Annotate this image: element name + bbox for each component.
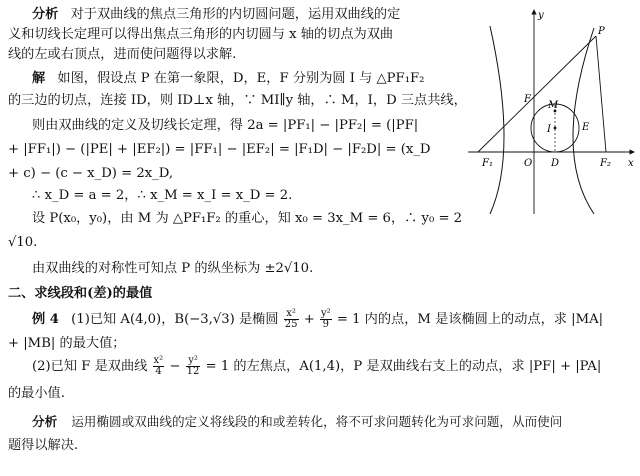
- label-O: O: [524, 158, 533, 169]
- example-text-1c: = 1 内的点，M 是该椭圆上的动点，求 |MA|: [336, 312, 604, 327]
- section-heading: 二、求线段和(差)的最值: [8, 286, 153, 301]
- label-F: F: [524, 94, 531, 105]
- example-text-3b: = 1 的左焦点，A(1,4)，P 是双曲线右支上的动点，求 |PF| + |PA|: [205, 359, 602, 374]
- example-line-4: 的最小值.: [8, 386, 65, 401]
- example-text-3a: (2)已知 F 是双曲线: [32, 359, 148, 374]
- solution-line-6: ∴ x_D = a = 2，∴ x_M = x_I = x_D = 2.: [32, 188, 293, 203]
- analysis2-line-2: 题得以解决.: [8, 438, 79, 453]
- solution-line-8: √10.: [8, 235, 38, 250]
- label-P: P: [598, 26, 605, 37]
- analysis-label: 分析: [32, 7, 59, 22]
- analysis-line-1: [8, 6, 400, 24]
- solution-label: 解: [32, 71, 46, 86]
- analysis2-text: 运用椭圆或双曲线的定义将线段的和或差转化，将不可求问题转化为可求问题，从而使问: [71, 414, 563, 429]
- side-PF2: [596, 36, 606, 152]
- solution-line-3: 则由双曲线的定义及切线长定理，得 2a = |PF₁| − |PF₂| = (|PF|: [32, 118, 419, 133]
- analysis2-label: 分析: [32, 414, 58, 429]
- example-line-1: [32, 309, 603, 331]
- fraction-y2-9: $\frac{\text{y²}}{9}$: [320, 308, 331, 330]
- analysis2-line-1: [8, 413, 562, 431]
- fraction-x2-4: $\frac{\text{x²}}{4}$: [153, 355, 164, 377]
- label-x: x: [628, 158, 634, 169]
- analysis-text: 对于双曲线的焦点三角形的内切圆问题，运用双曲线的定: [70, 7, 401, 22]
- example-label: 例 4: [32, 312, 59, 327]
- left-branch: [490, 26, 504, 214]
- solution-line-9: 由双曲线的对称性可知点 P 的纵坐标为 ±2√10.: [32, 261, 314, 276]
- solution-line-5: + c) − (c − x_D) = 2x_D,: [8, 166, 174, 181]
- point-I: [554, 127, 557, 130]
- example-line-2: + |MB| 的最大值；: [8, 336, 126, 351]
- example-line-3: [32, 355, 601, 379]
- example-text-1: (1)已知 A(4,0)，B(−3,√3) 是椭圆: [71, 312, 279, 327]
- plus-sign: +: [303, 312, 315, 327]
- solution-text: 如图，假设点 P 在第一象限，D，E，F 分别为圆 I 与 △PF₁F₂: [57, 71, 425, 86]
- analysis-line-3: 线的左或右顶点，进而使问题得以求解.: [8, 47, 237, 62]
- label-E: E: [582, 122, 590, 133]
- solution-line-7: 设 P(x₀，y₀)，由 M 为 △PF₁F₂ 的重心，知 x₀ = 3x_M = 6，∴ y₀ = 2: [32, 211, 463, 226]
- label-y: y: [538, 10, 544, 21]
- label-D: D: [551, 158, 560, 169]
- solution-line-4: + |FF₁|) − (|PE| + |EF₂|) = |FF₁| − |EF₂| = |F₁D| − |F₂D| = (x_D: [8, 142, 431, 157]
- label-F2: F₂: [600, 158, 611, 169]
- fraction-y2-12: $\frac{\text{y²}}{12}$: [186, 355, 200, 377]
- hyperbola-figure: [468, 4, 638, 216]
- analysis-line-2: 义和切线长定理可以得出焦点三角形的内切圆与 x 轴的切点为双曲: [8, 27, 394, 42]
- minus-sign: −: [169, 359, 181, 374]
- label-M: M: [548, 100, 559, 111]
- solution-line-2: 的三边的切点，连接 ID，则 ID⊥x 轴，∵ MI∥y 轴，∴ M，I，D 三点共线，: [8, 93, 467, 108]
- label-I: I: [547, 124, 551, 135]
- solution-line-1: [8, 70, 424, 88]
- label-F1: F₁: [482, 158, 493, 169]
- fraction-x2-25: $\frac{\text{x²}}{25}$: [284, 308, 298, 330]
